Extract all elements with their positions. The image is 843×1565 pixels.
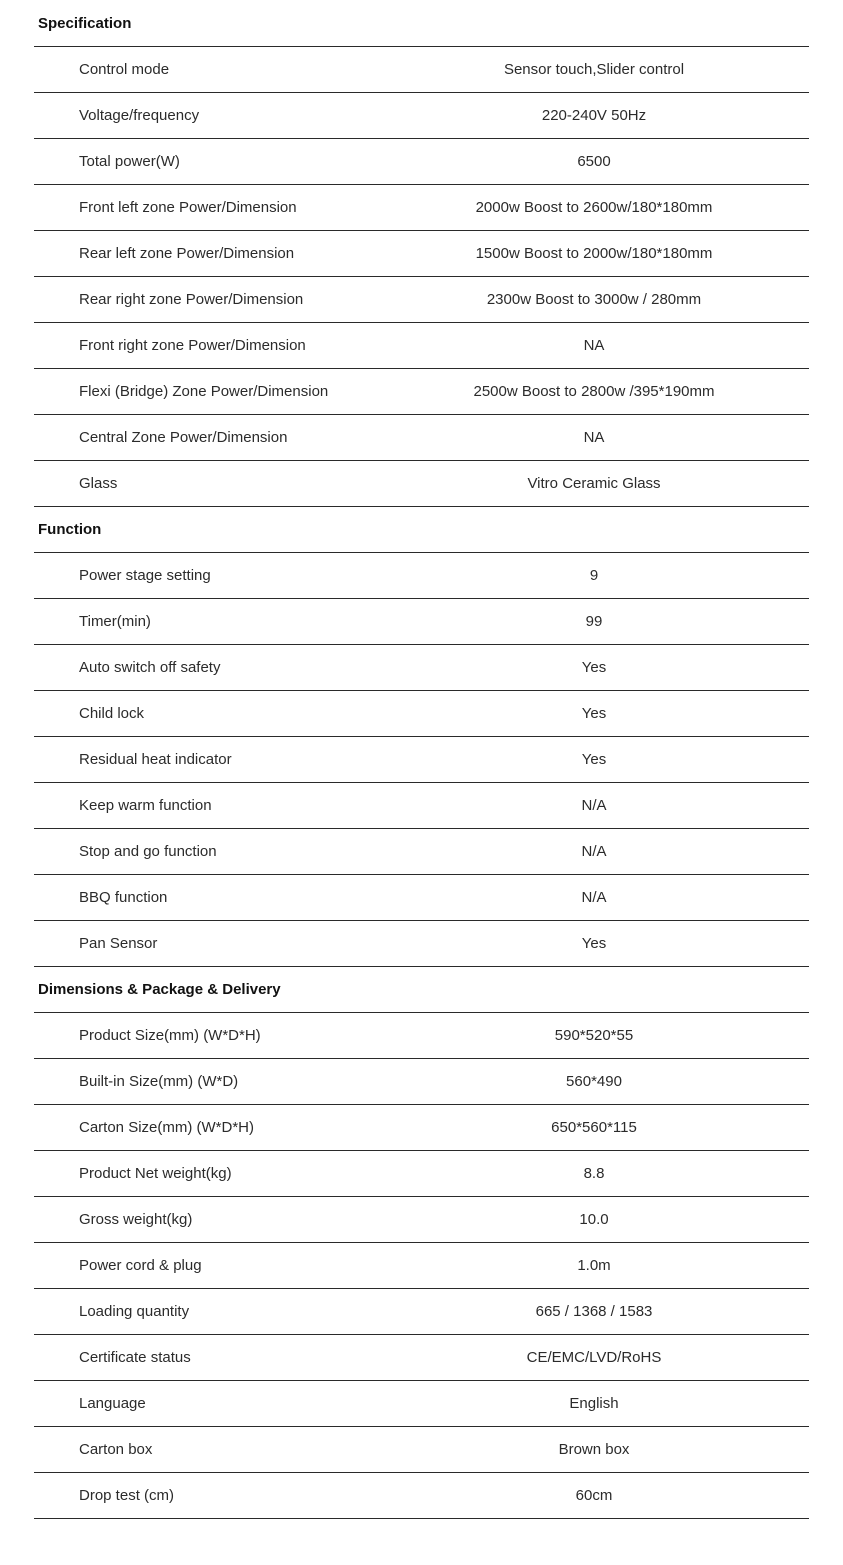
row-label: Gross weight(kg): [79, 1211, 193, 1228]
row-label: Timer(min): [79, 613, 151, 630]
row-label: Drop test (cm): [79, 1487, 175, 1504]
row-value: 9: [589, 567, 599, 584]
row-value: 60cm: [575, 1487, 613, 1504]
row-value: Vitro Ceramic Glass: [527, 475, 661, 492]
row-value: N/A: [581, 889, 607, 906]
row-value: 1500w Boost to 2000w/180*180mm: [475, 245, 713, 262]
row-label: Built-in Size(mm) (W*D): [79, 1073, 239, 1090]
row-value: NA: [583, 337, 605, 354]
section-title: Dimensions & Package & Delivery: [38, 981, 281, 998]
table-row: [34, 231, 809, 277]
row-value: CE/EMC/LVD/RoHS: [526, 1349, 662, 1366]
table-row: [34, 277, 809, 323]
row-value: Yes: [581, 659, 607, 676]
table-row: [34, 1197, 809, 1243]
spec-table: [34, 1, 809, 1519]
row-value: Yes: [581, 935, 607, 952]
row-value: Yes: [581, 705, 607, 722]
row-label: Power stage setting: [79, 567, 211, 584]
row-value: 8.8: [583, 1165, 605, 1182]
table-row: [34, 323, 809, 369]
section-header: [34, 1, 809, 47]
section-title: Specification: [38, 15, 132, 32]
row-value: 1.0m: [577, 1257, 611, 1274]
row-value: 220-240V 50Hz: [541, 107, 647, 124]
table-row: [34, 1289, 809, 1335]
row-label: Residual heat indicator: [79, 751, 232, 768]
row-value: 2000w Boost to 2600w/180*180mm: [475, 199, 713, 216]
row-label: Product Net weight(kg): [79, 1165, 232, 1182]
row-label: Auto switch off safety: [79, 659, 221, 676]
row-value: 99: [585, 613, 603, 630]
section-header: [34, 967, 809, 1013]
row-value: 6500: [577, 153, 611, 170]
table-row: [34, 691, 809, 737]
table-row: [34, 185, 809, 231]
table-row: [34, 599, 809, 645]
row-value: 650*560*115: [551, 1119, 637, 1136]
row-label: Control mode: [79, 61, 170, 78]
row-value: English: [569, 1395, 619, 1412]
row-value: 2300w Boost to 3000w / 280mm: [486, 291, 702, 308]
row-label: Front right zone Power/Dimension: [79, 337, 306, 354]
section-header: [34, 507, 809, 553]
table-row: [34, 737, 809, 783]
table-row: [34, 1059, 809, 1105]
row-label: Flexi (Bridge) Zone Power/Dimension: [79, 383, 329, 400]
row-label: Glass: [79, 475, 118, 492]
table-row: [34, 47, 809, 93]
row-value: N/A: [581, 797, 607, 814]
table-row: [34, 1105, 809, 1151]
table-row: [34, 1473, 809, 1519]
table-row: [34, 93, 809, 139]
table-row: [34, 1013, 809, 1059]
row-label: Loading quantity: [79, 1303, 190, 1320]
row-label: Total power(W): [79, 153, 180, 170]
section-title: Function: [38, 521, 102, 538]
table-row: [34, 1335, 809, 1381]
table-row: [34, 1151, 809, 1197]
row-label: Product Size(mm) (W*D*H): [79, 1027, 261, 1044]
row-value: N/A: [581, 843, 607, 860]
table-row: [34, 1381, 809, 1427]
table-row: [34, 829, 809, 875]
row-label: Voltage/frequency: [79, 107, 200, 124]
table-row: [34, 645, 809, 691]
row-value: 665 / 1368 / 1583: [535, 1303, 653, 1320]
row-value: 590*520*55: [554, 1027, 634, 1044]
table-row: [34, 553, 809, 599]
row-label: Keep warm function: [79, 797, 212, 814]
row-value: Yes: [581, 751, 607, 768]
row-label: Language: [79, 1395, 146, 1412]
row-value: Brown box: [558, 1441, 630, 1458]
row-label: Rear left zone Power/Dimension: [79, 245, 295, 262]
table-row: [34, 415, 809, 461]
row-label: Carton Size(mm) (W*D*H): [79, 1119, 255, 1136]
row-value: 10.0: [579, 1211, 609, 1228]
table-row: [34, 1243, 809, 1289]
row-label: Pan Sensor: [79, 935, 158, 952]
row-value: NA: [583, 429, 605, 446]
row-label: Central Zone Power/Dimension: [79, 429, 288, 446]
table-row: [34, 875, 809, 921]
row-label: Power cord & plug: [79, 1257, 202, 1274]
table-row: [34, 921, 809, 967]
row-value: 2500w Boost to 2800w /395*190mm: [473, 383, 715, 400]
row-label: Carton box: [79, 1441, 153, 1458]
table-row: [34, 783, 809, 829]
table-row: [34, 1427, 809, 1473]
row-label: Certificate status: [79, 1349, 191, 1366]
row-value: 560*490: [566, 1073, 622, 1090]
row-label: BBQ function: [79, 889, 168, 906]
row-label: Stop and go function: [79, 843, 217, 860]
row-label: Child lock: [79, 705, 145, 722]
table-row: [34, 461, 809, 507]
row-value: Sensor touch,Slider control: [503, 61, 685, 78]
table-row: [34, 139, 809, 185]
table-row: [34, 369, 809, 415]
row-label: Rear right zone Power/Dimension: [79, 291, 304, 308]
row-label: Front left zone Power/Dimension: [79, 199, 297, 216]
